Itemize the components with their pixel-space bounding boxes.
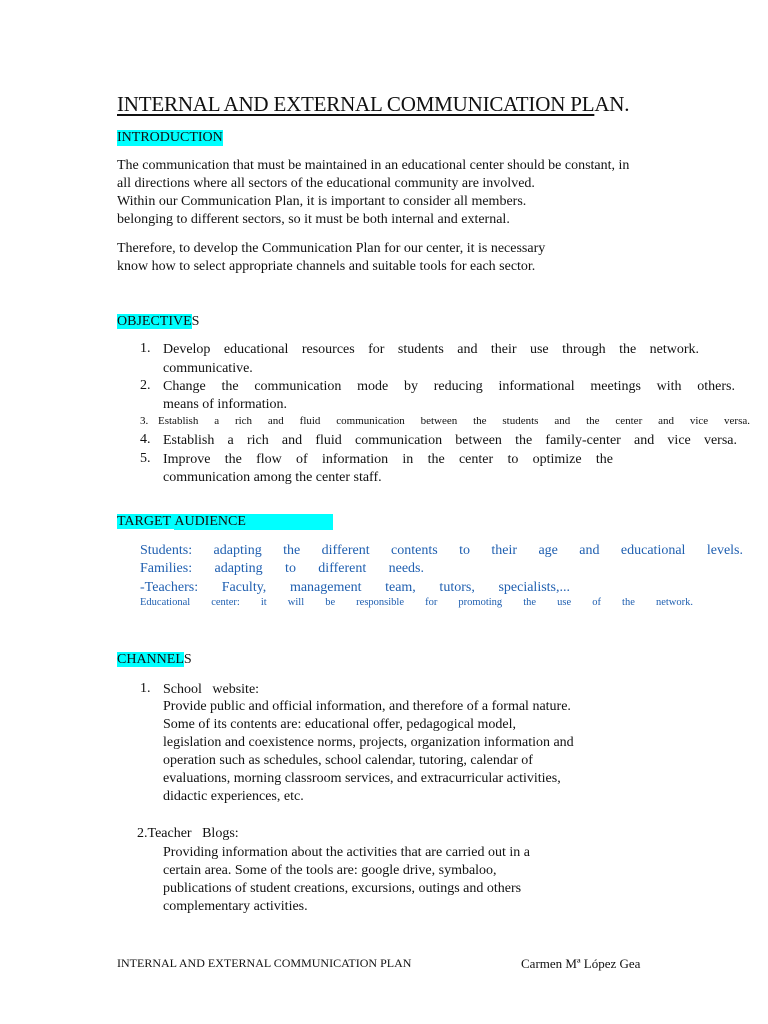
objective-item-3-line: Establish a rich and fluid communication between the students and the center and vice versa. bbox=[158, 415, 750, 427]
channel-number: 1. bbox=[140, 681, 151, 696]
objectives-heading: OBJECTIVES bbox=[117, 314, 200, 329]
channel-line: evaluations, morning classroom services, and extracurricular activities, bbox=[163, 771, 561, 786]
channel-line: certain area. Some of the tools are: google drive, symbaloo, bbox=[163, 863, 497, 878]
objective-number: 4. bbox=[140, 432, 151, 447]
objective-number: 1. bbox=[140, 341, 151, 356]
channel-1-title: School website: bbox=[163, 682, 260, 697]
channel-line: didactic experiences, etc. bbox=[163, 789, 304, 804]
channel-line: Providing information about the activities that are carried out in a bbox=[163, 845, 531, 860]
channel-line: legislation and coexistence norms, projects, organization information and bbox=[163, 735, 574, 750]
objective-item-2-line: Change the communication mode by reducing informational meetings with others. bbox=[163, 379, 735, 394]
footer-title: INTERNAL AND EXTERNAL COMMUNICATION PLAN bbox=[117, 956, 412, 970]
introduction-heading: INTRODUCTION bbox=[117, 130, 223, 145]
objective-number: 2. bbox=[140, 378, 151, 393]
audience-families-line: Families: adapting to different needs. bbox=[140, 561, 424, 576]
intro-line: Therefore, to develop the Communication Plan for our center, it is necessary bbox=[117, 241, 546, 256]
intro-line: Within our Communication Plan, it is important to consider all members. bbox=[117, 194, 527, 209]
document-title: INTERNAL AND EXTERNAL COMMUNICATION PLAN. bbox=[117, 92, 630, 116]
objective-item-1-line: Develop educational resources for students and their use through the network. bbox=[163, 342, 699, 357]
objective-item-5-line: communication among the center staff. bbox=[163, 470, 382, 485]
intro-line: know how to select appropriate channels and suitable tools for each sector. bbox=[117, 259, 536, 274]
objective-item-5-line: Improve the flow of information in the center to optimize the bbox=[163, 452, 613, 467]
objective-number: 5. bbox=[140, 451, 151, 466]
audience-students-line: Students: adapting the different contents to their age and educational levels. bbox=[140, 543, 743, 558]
audience-center-line: Educational center: it will be responsible for promoting the use of the network. bbox=[140, 597, 693, 608]
channel-line: operation such as schedules, school calendar, tutoring, calendar of bbox=[163, 753, 533, 768]
channels-heading: CHANNELS bbox=[117, 652, 192, 667]
target-audience-heading: TARGET AUDIENCE bbox=[117, 514, 333, 530]
channel-line: publications of student creations, excursions, outings and others bbox=[163, 881, 522, 896]
objective-item-1-line: communicative. bbox=[163, 361, 253, 376]
objective-number: 3. bbox=[140, 415, 149, 427]
channel-line: complementary activities. bbox=[163, 899, 308, 914]
channel-line: Provide public and official information, and therefore of a formal nature. bbox=[163, 699, 571, 714]
intro-line: The communication that must be maintained in an educational center should be constant, in bbox=[117, 158, 630, 173]
channel-line: Some of its contents are: educational offer, pedagogical model, bbox=[163, 717, 516, 732]
channel-2-description bbox=[163, 844, 530, 916]
channel-2-title: 2.Teacher Blogs: bbox=[137, 826, 239, 841]
footer-author: Carmen Mª López Gea bbox=[521, 956, 641, 971]
objective-item-4-line: Establish a rich and fluid communication between the family-center and vice versa. bbox=[163, 433, 737, 448]
introduction-paragraph-2 bbox=[117, 240, 545, 276]
introduction-paragraph-1 bbox=[117, 157, 629, 229]
audience-teachers-line: -Teachers: Faculty, management team, tutors, specialists,... bbox=[140, 580, 570, 595]
channel-1-description bbox=[163, 698, 574, 806]
intro-line: all directions where all sectors of the educational community are involved. bbox=[117, 176, 535, 191]
intro-line: belonging to different sectors, so it must be both internal and external. bbox=[117, 212, 510, 227]
objective-item-2-line: means of information. bbox=[163, 397, 288, 412]
